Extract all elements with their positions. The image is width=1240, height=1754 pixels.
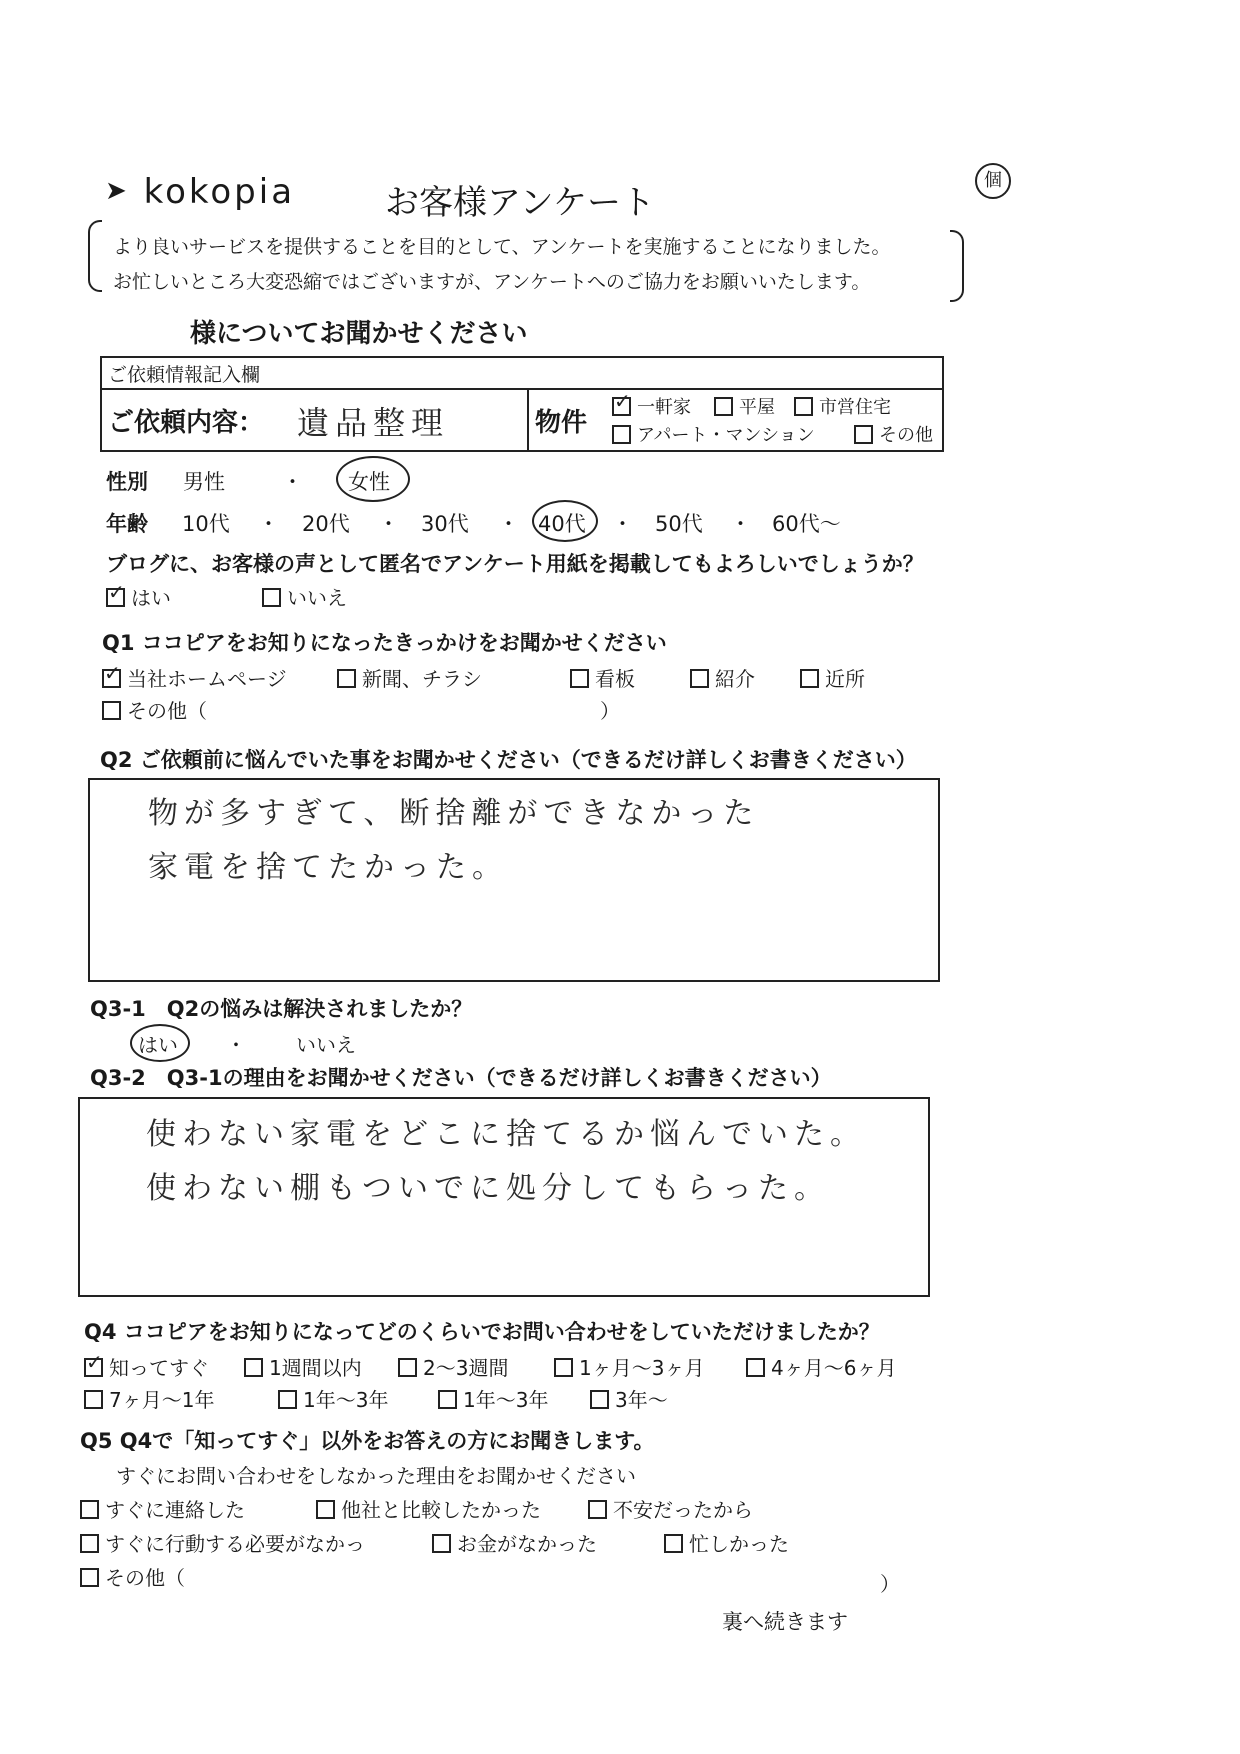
property-option-detached[interactable] — [612, 393, 691, 419]
q4-checkbox[interactable] — [746, 1358, 765, 1377]
q5-checkbox[interactable] — [316, 1500, 335, 1519]
request-content-label: ご依頼内容： — [108, 408, 265, 438]
property-checkbox[interactable] — [794, 397, 813, 416]
age-separator: ・ — [612, 512, 633, 536]
age-option[interactable]: 60代〜 — [772, 512, 841, 536]
q4-question: Q4 ココピアをお知りになってどのくらいでお問い合わせをしていただけましたか？ — [84, 1320, 880, 1344]
q3-2-answer-line-2: 使わない棚もついでに処分してもらった。 — [146, 1171, 830, 1206]
q1-option[interactable] — [337, 663, 482, 692]
logo-icon: ➤ — [105, 176, 130, 206]
q4-option[interactable] — [438, 1384, 548, 1413]
request-box-divider-v — [527, 388, 529, 450]
q5-other-label: その他（ — [105, 1566, 185, 1590]
q4-option[interactable] — [746, 1352, 896, 1381]
q4-option-label: 2〜3週間 — [423, 1356, 509, 1380]
q3-2-question: Q3-2 Q3-1の理由をお聞かせください（できるだけ詳しくお書きください） — [90, 1066, 832, 1090]
q1-option-label: 新聞、チラシ — [362, 667, 482, 691]
q5-option-label: すぐに連絡した — [105, 1498, 245, 1522]
q4-option-label: 1ヶ月〜3ヶ月 — [579, 1356, 705, 1380]
q4-option[interactable] — [554, 1352, 704, 1381]
section-title: 様についてお聞かせください — [190, 319, 528, 349]
blog-no-checkbox[interactable] — [262, 588, 281, 607]
q1-checkbox[interactable] — [337, 669, 356, 688]
age-option[interactable]: 40代 — [538, 512, 586, 536]
q4-checkbox[interactable] — [278, 1390, 297, 1409]
property-option-other[interactable] — [854, 421, 933, 447]
q5-option[interactable] — [588, 1494, 753, 1523]
q3-2-answer-line-1: 使わない家電をどこに捨てるか悩んでいた。 — [146, 1117, 866, 1152]
q5-checkbox[interactable] — [80, 1534, 99, 1553]
q5-option[interactable] — [80, 1528, 365, 1557]
age-option[interactable]: 50代 — [655, 512, 703, 536]
blog-question: ブログに、お客様の声として匿名でアンケート用紙を掲載してもよろしいでしょうか？ — [106, 552, 924, 576]
q4-checkbox[interactable] — [244, 1358, 263, 1377]
gender-separator: ・ — [282, 470, 303, 494]
property-option-label: アパート・マンション — [637, 425, 815, 446]
q1-option-label: 紹介 — [715, 667, 755, 691]
intro-bracket-left — [88, 220, 102, 292]
q5-other-option[interactable] — [80, 1562, 185, 1591]
q1-other-checkbox[interactable] — [102, 701, 121, 720]
q5-option-label: 不安だったから — [613, 1498, 753, 1522]
blog-no-label: いいえ — [287, 586, 347, 610]
q1-option-label: 看板 — [595, 667, 635, 691]
q4-option[interactable] — [244, 1352, 362, 1381]
property-option-label: 市営住宅 — [819, 397, 891, 418]
q1-other-close: ） — [600, 699, 620, 723]
q5-option-label: 他社と比較したかった — [341, 1498, 541, 1522]
q1-option[interactable] — [570, 663, 635, 692]
brand-logo — [105, 172, 295, 212]
blog-yes-checkbox[interactable] — [106, 588, 125, 607]
q1-checkbox[interactable] — [800, 669, 819, 688]
q2-answer-line-1: 物が多すぎて、断捨離ができなかった — [148, 796, 760, 831]
q5-option[interactable] — [80, 1494, 245, 1523]
q5-option-label: すぐに行動する必要がなかっ — [105, 1532, 365, 1556]
age-option[interactable]: 20代 — [302, 512, 350, 536]
property-checkbox[interactable] — [714, 397, 733, 416]
page-title: お客様アンケート — [385, 183, 655, 223]
q1-option[interactable] — [102, 663, 287, 692]
property-option-label: 一軒家 — [637, 397, 691, 418]
q5-checkbox[interactable] — [588, 1500, 607, 1519]
q5-other-checkbox[interactable] — [80, 1568, 99, 1587]
property-checkbox[interactable] — [612, 397, 631, 416]
q4-checkbox[interactable] — [554, 1358, 573, 1377]
q3-1-question: Q3-1 Q2の悩みは解決されましたか？ — [90, 997, 473, 1021]
q4-option-label: 7ヶ月〜1年 — [109, 1388, 215, 1412]
q4-option-label: 1年〜3年 — [463, 1388, 549, 1412]
q1-checkbox[interactable] — [570, 669, 589, 688]
q3-1-separator: ・ — [226, 1033, 246, 1057]
q3-2-answer-box[interactable] — [78, 1097, 930, 1297]
q5-question: Q5 Q4で「知ってすぐ」以外をお答えの方にお聞きします。 — [80, 1429, 655, 1453]
gender-label: 性別 — [106, 470, 148, 494]
q4-option-label: 3年〜 — [615, 1388, 668, 1412]
q1-option[interactable] — [690, 663, 755, 692]
q1-option-label: 当社ホームページ — [127, 667, 287, 691]
q3-1-yes[interactable]: はい — [138, 1033, 178, 1057]
property-option-single-floor[interactable] — [714, 393, 775, 419]
q2-answer-line-2: 家電を捨てたかった。 — [148, 850, 508, 885]
property-option-municipal[interactable] — [794, 393, 891, 419]
age-option[interactable]: 30代 — [421, 512, 469, 536]
q5-option-label: 忙しかった — [689, 1532, 789, 1556]
q2-answer-box[interactable] — [88, 778, 940, 982]
q1-checkbox[interactable] — [102, 669, 121, 688]
age-separator: ・ — [730, 512, 751, 536]
q5-option[interactable] — [432, 1528, 597, 1557]
blog-no-option[interactable] — [262, 582, 347, 611]
age-option[interactable]: 10代 — [182, 512, 230, 536]
intro-bracket-right — [950, 230, 964, 302]
q4-option-label: 1週間以内 — [269, 1356, 362, 1380]
q4-option[interactable] — [84, 1352, 209, 1381]
q4-checkbox[interactable] — [398, 1358, 417, 1377]
q4-option[interactable] — [84, 1384, 214, 1413]
q4-option-label: 1年〜3年 — [303, 1388, 389, 1412]
property-checkbox[interactable] — [612, 425, 631, 444]
q4-checkbox[interactable] — [438, 1390, 457, 1409]
q5-checkbox[interactable] — [432, 1534, 451, 1553]
age-label: 年齢 — [106, 512, 148, 536]
q1-option-label: 近所 — [825, 667, 865, 691]
q3-1-no[interactable]: いいえ — [296, 1033, 356, 1057]
q5-option[interactable] — [316, 1494, 541, 1523]
q2-question: Q2 ご依頼前に悩んでいた事をお聞かせください（できるだけ詳しくお書きください） — [100, 748, 917, 772]
property-label: 物件 — [535, 408, 588, 438]
age-separator: ・ — [378, 512, 399, 536]
q4-option-label: 4ヶ月〜6ヶ月 — [771, 1356, 897, 1380]
q4-option[interactable] — [278, 1384, 388, 1413]
age-separator: ・ — [258, 512, 279, 536]
q4-checkbox[interactable] — [84, 1358, 103, 1377]
blog-yes-label: はい — [131, 586, 171, 610]
request-info-box — [100, 356, 944, 452]
stamp-mark — [975, 163, 1011, 199]
intro-line-1: より良いサービスを提供することを目的として、アンケートを実施することになりました。 — [113, 236, 891, 258]
property-option-label: 平屋 — [739, 397, 775, 418]
intro-line-2: お忙しいところ大変恐縮ではございますが、アンケートへのご協力をお願いいたします。 — [113, 271, 871, 293]
q5-checkbox[interactable] — [664, 1534, 683, 1553]
gender-female[interactable]: 女性 — [348, 470, 390, 494]
q5-subquestion: すぐにお問い合わせをしなかった理由をお聞かせください — [116, 1464, 636, 1488]
q4-checkbox[interactable] — [84, 1390, 103, 1409]
q1-checkbox[interactable] — [690, 669, 709, 688]
q1-option[interactable] — [800, 663, 865, 692]
request-content-value: 遺品整理 — [297, 404, 450, 442]
footer-continue: 裏へ続きます — [722, 1610, 848, 1634]
q1-other-option[interactable] — [102, 695, 207, 724]
age-separator: ・ — [498, 512, 519, 536]
q4-option[interactable] — [398, 1352, 508, 1381]
property-option-apartment[interactable] — [612, 421, 815, 447]
request-box-header: ご依頼情報記入欄 — [108, 364, 261, 386]
q5-option-label: お金がなかった — [457, 1532, 597, 1556]
property-checkbox[interactable] — [854, 425, 873, 444]
q4-option[interactable] — [590, 1384, 668, 1413]
q5-other-close: ） — [880, 1572, 900, 1596]
q4-option-label: 知ってすぐ — [109, 1356, 209, 1380]
q1-other-label: その他（ — [127, 699, 207, 723]
brand-name: kokopia — [143, 172, 296, 212]
q5-checkbox[interactable] — [80, 1500, 99, 1519]
stamp-label: 個 — [984, 170, 1002, 191]
gender-male[interactable]: 男性 — [183, 470, 225, 494]
q4-checkbox[interactable] — [590, 1390, 609, 1409]
request-box-divider-h — [102, 388, 942, 390]
q5-option[interactable] — [664, 1528, 789, 1557]
q1-question: Q1 ココピアをお知りになったきっかけをお聞かせください — [102, 631, 667, 655]
blog-yes-option[interactable] — [106, 582, 171, 611]
property-option-label: その他 — [879, 425, 933, 446]
